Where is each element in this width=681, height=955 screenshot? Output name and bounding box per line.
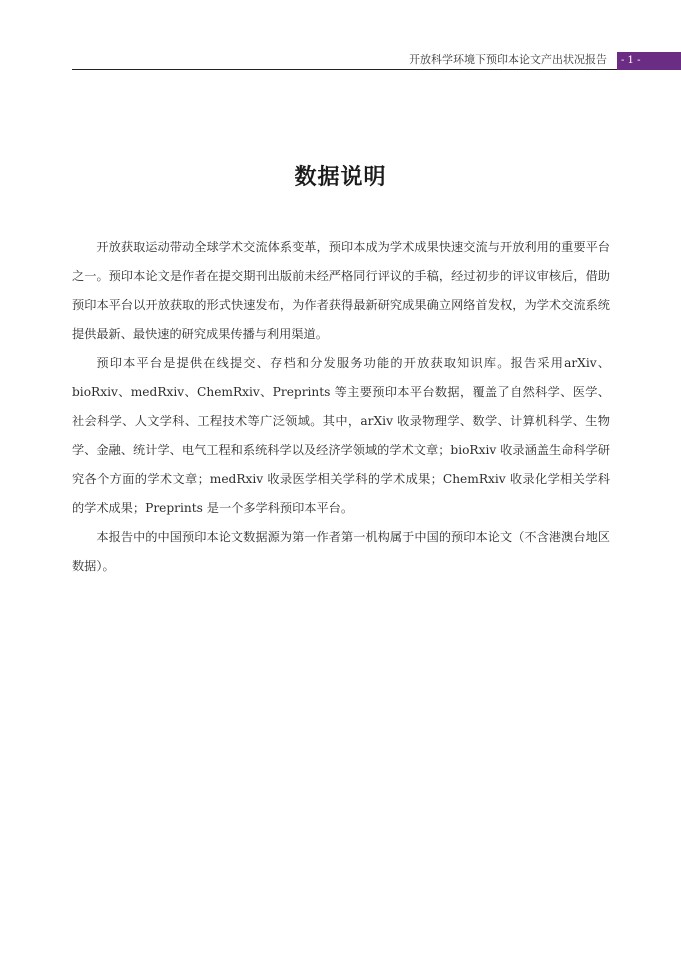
paragraph-data-source: 本报告中的中国预印本论文数据源为第一作者第一机构属于中国的预印本论文（不含港澳台地区数据）。 [72, 530, 610, 573]
paragraph-intro: 开放获取运动带动全球学术交流体系变革，预印本成为学术成果快速交流与开放利用的重要平台之一。预印本论文是作者在提交期刊出版前未经严格同行评议的手稿，经过初步的评议审核后，借助预印本平台以开放获取的形式快速发布，为作者获得最新研究成果确立网络首发权，为学术交流系统提供最新、最快速的研究成果传播与利用渠道。 [72, 240, 610, 341]
page-title: 数据说明 [294, 164, 387, 190]
header-rule [72, 69, 617, 70]
body-text [72, 233, 610, 581]
page-number-tab: - 1 - [617, 52, 681, 70]
running-header-title: 开放科学环境下预印本论文产出状况报告 [409, 53, 607, 66]
paragraph-platforms: 预印本平台是提供在线提交、存档和分发服务功能的开放获取知识库。报告采用arXiv、bioRxiv、medRxiv、ChemRxiv、Preprints 等主要预印本平台数据，覆盖了自然科学、医学、社会科学、人文学科、工程技术等广泛领域。其中，arXiv 收录物理学、数学、计算机科学、生物学、金融、统计学、电气工程和系统科学以及经济学领域的学术文章；bioRxiv 收录涵盖生命科学研究各个方面的学术文章；medRxiv 收录医学相关学科的学术成果；ChemRxiv 收录化学相关学科的学术成果；Preprints 是一个多学科预印本平台。 [72, 356, 610, 515]
